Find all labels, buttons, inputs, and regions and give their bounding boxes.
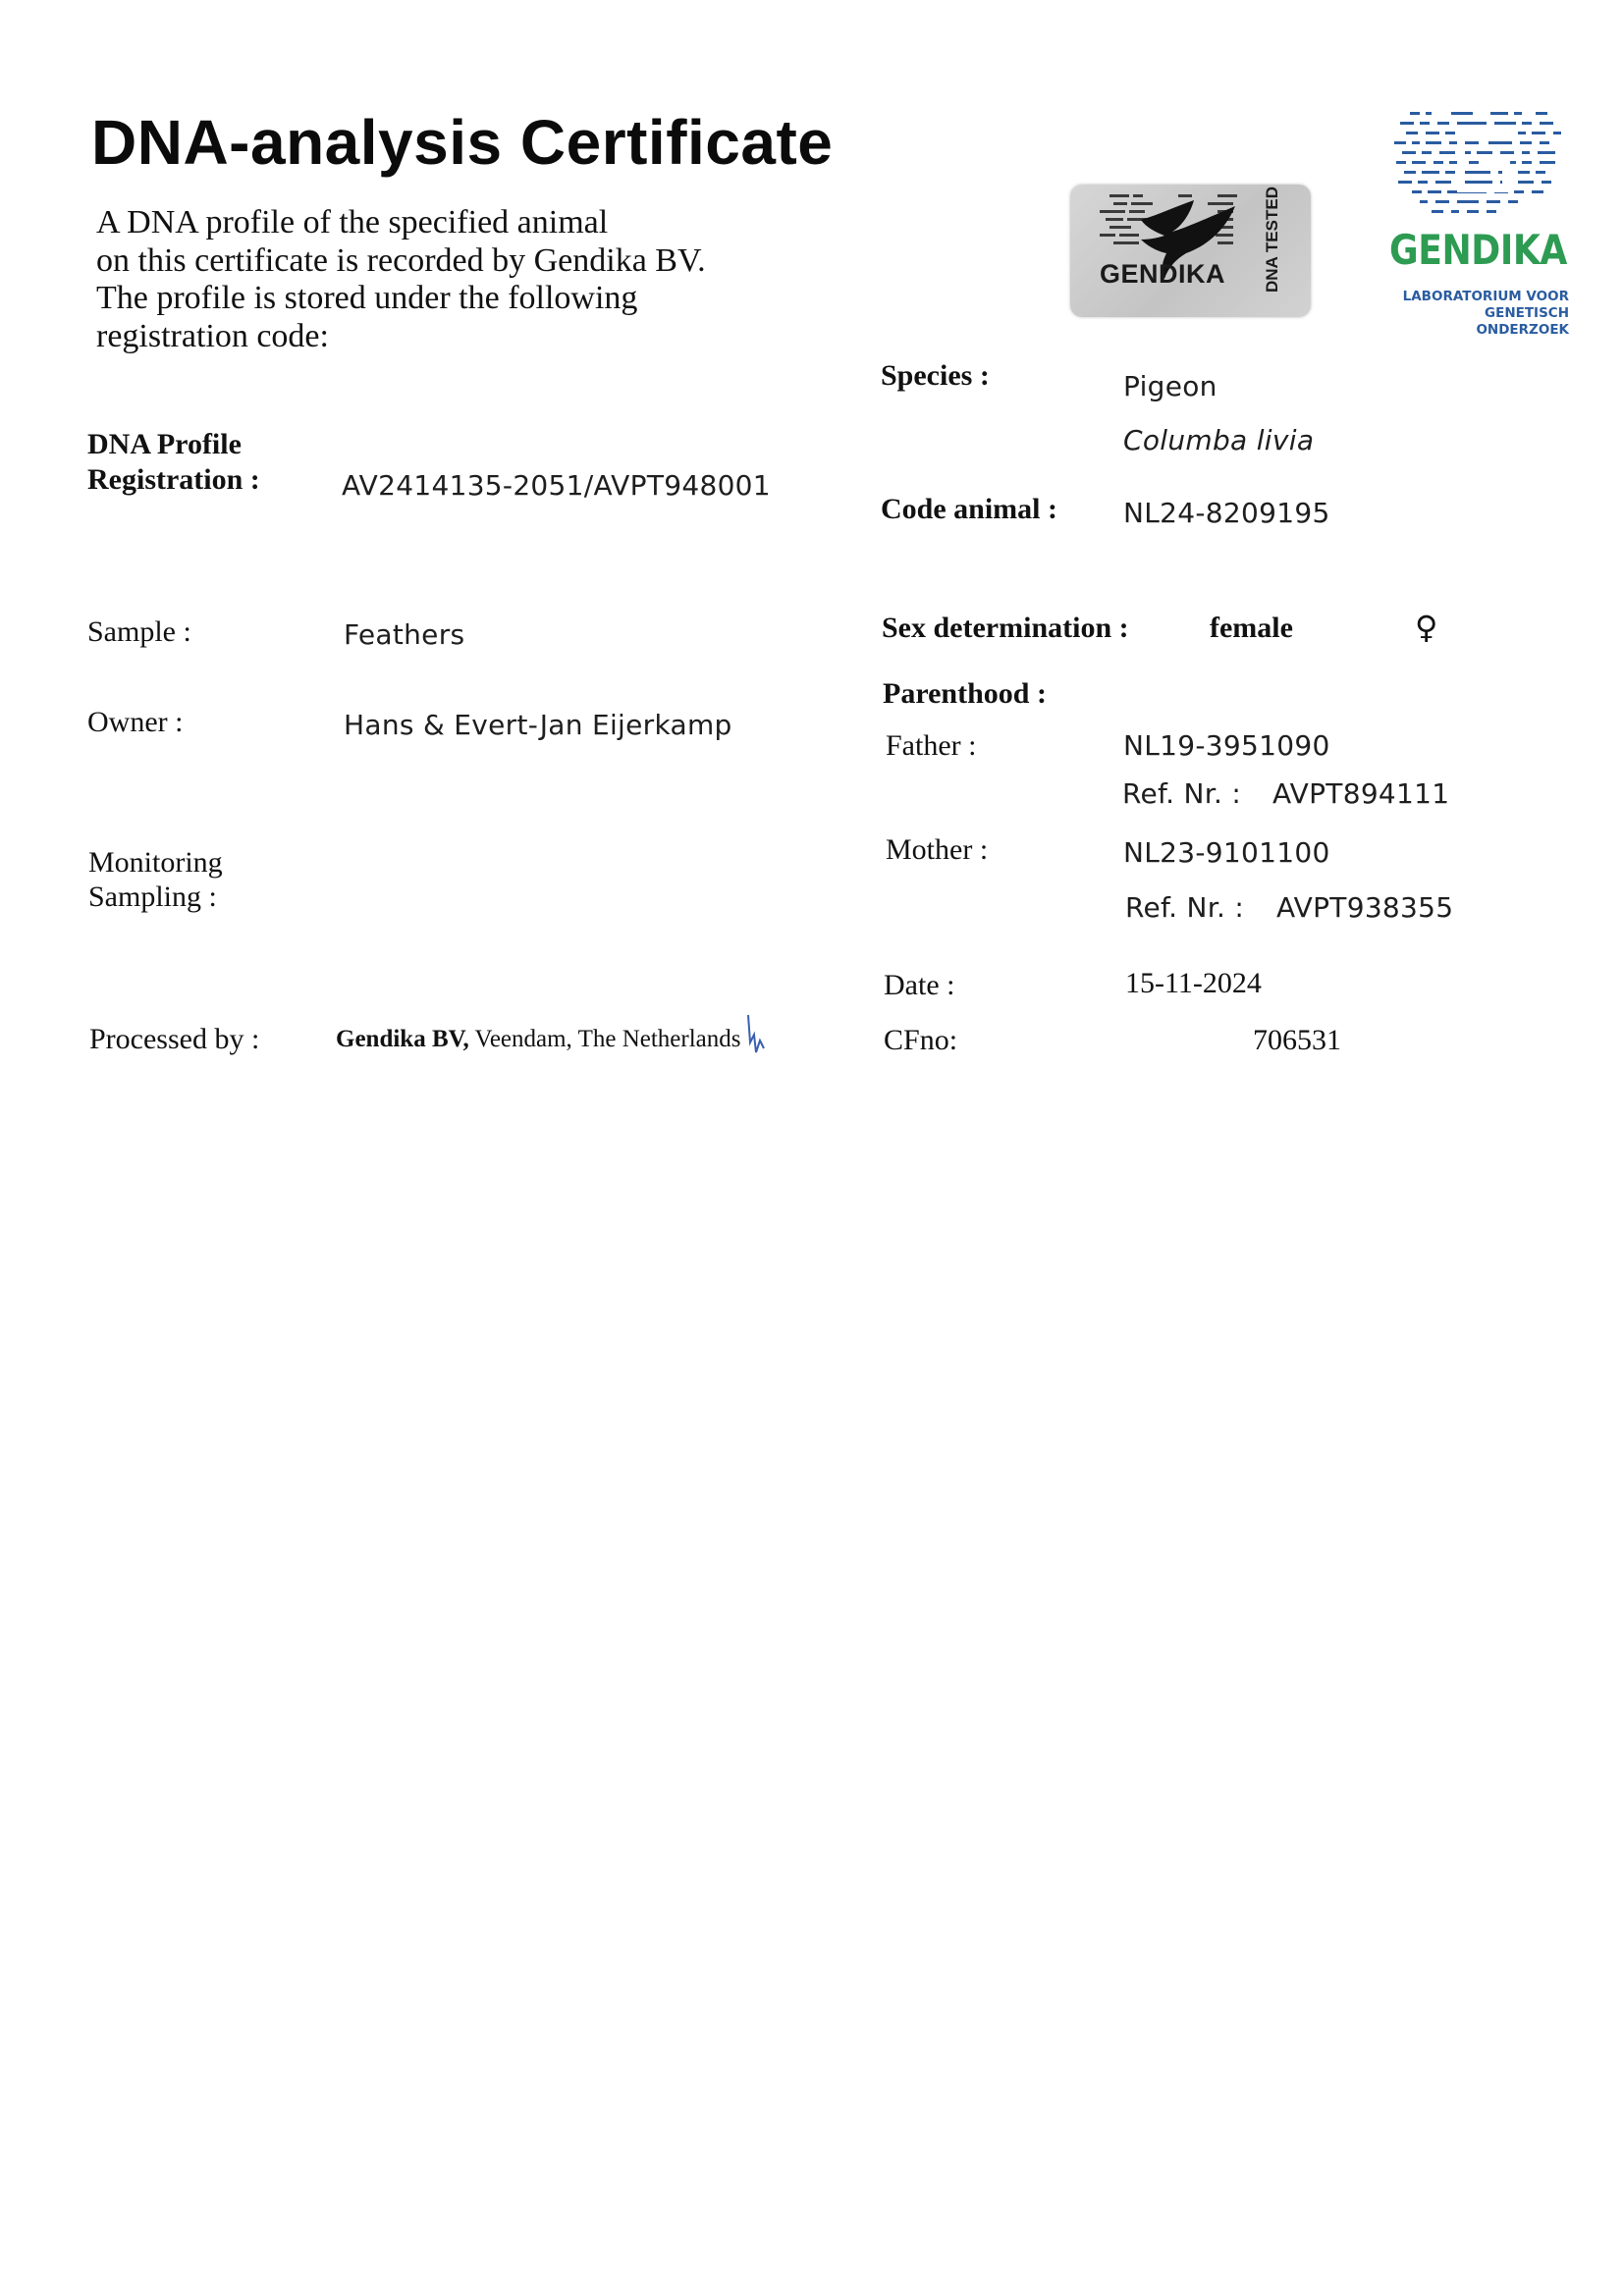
processed-company: Gendika BV, bbox=[336, 1026, 469, 1052]
registration-label: Registration : bbox=[87, 463, 260, 496]
cfno-label: CFno: bbox=[884, 1024, 958, 1056]
sample-value: Feathers bbox=[344, 618, 465, 651]
intro-paragraph bbox=[96, 204, 803, 355]
intro-line: registration code: bbox=[96, 317, 329, 354]
code-animal-value: NL24-8209195 bbox=[1123, 497, 1330, 529]
seal-side-text: DNA TESTED bbox=[1263, 187, 1281, 293]
mother-value: NL23-9101100 bbox=[1123, 836, 1330, 869]
sampling-label: Sampling : bbox=[88, 881, 217, 913]
seal-brand-text: GENDIKA bbox=[1100, 259, 1226, 289]
signature-mark-icon bbox=[742, 1013, 770, 1060]
species-label: Species : bbox=[881, 359, 990, 392]
dna-tested-seal bbox=[1070, 185, 1311, 317]
species-common: Pigeon bbox=[1123, 370, 1217, 402]
owner-label: Owner : bbox=[87, 706, 184, 738]
logo-subtitle-line: GENETISCH ONDERZOEK bbox=[1476, 305, 1569, 338]
owner-value: Hans & Evert-Jan Eijerkamp bbox=[344, 709, 732, 741]
dna-profile-label: DNA Profile bbox=[87, 428, 242, 460]
cfno-value: 706531 bbox=[1253, 1024, 1341, 1056]
code-animal-label: Code animal : bbox=[881, 493, 1057, 525]
registration-code: AV2414135-2051/AVPT948001 bbox=[342, 469, 771, 502]
mother-ref-value: AVPT938355 bbox=[1276, 891, 1454, 924]
sample-label: Sample : bbox=[87, 615, 191, 648]
parenthood-label: Parenthood : bbox=[883, 677, 1047, 710]
mother-label: Mother : bbox=[886, 833, 989, 866]
father-ref-value: AVPT894111 bbox=[1272, 777, 1450, 810]
processed-place: Veendam, The Netherlands bbox=[474, 1026, 741, 1052]
father-value: NL19-3951090 bbox=[1123, 729, 1330, 762]
female-symbol-icon: ♀ bbox=[1415, 609, 1438, 646]
certificate-title: DNA-analysis Certificate bbox=[91, 107, 834, 178]
date-label: Date : bbox=[884, 969, 955, 1001]
logo-subtitle bbox=[1392, 289, 1569, 339]
sex-value: female bbox=[1210, 612, 1293, 644]
intro-line: The profile is stored under the following bbox=[96, 280, 638, 316]
processed-by-label: Processed by : bbox=[89, 1023, 260, 1055]
dna-bars-logo-icon bbox=[1392, 110, 1574, 218]
date-value: 15-11-2024 bbox=[1125, 967, 1262, 999]
father-ref-label: Ref. Nr. : bbox=[1122, 777, 1242, 810]
intro-line: A DNA profile of the specified animal bbox=[96, 204, 609, 240]
mother-ref-label: Ref. Nr. : bbox=[1125, 891, 1245, 924]
logo-subtitle-line: LABORATORIUM VOOR bbox=[1402, 289, 1569, 304]
monitoring-label: Monitoring bbox=[88, 846, 223, 879]
species-latin: Columba livia bbox=[1123, 424, 1315, 456]
father-label: Father : bbox=[886, 729, 977, 762]
processed-by-value bbox=[336, 1026, 741, 1053]
sex-label: Sex determination : bbox=[882, 612, 1129, 644]
logo-name: GENDIKA bbox=[1389, 226, 1567, 274]
intro-line: on this certificate is recorded by Gendika BV. bbox=[96, 241, 706, 279]
